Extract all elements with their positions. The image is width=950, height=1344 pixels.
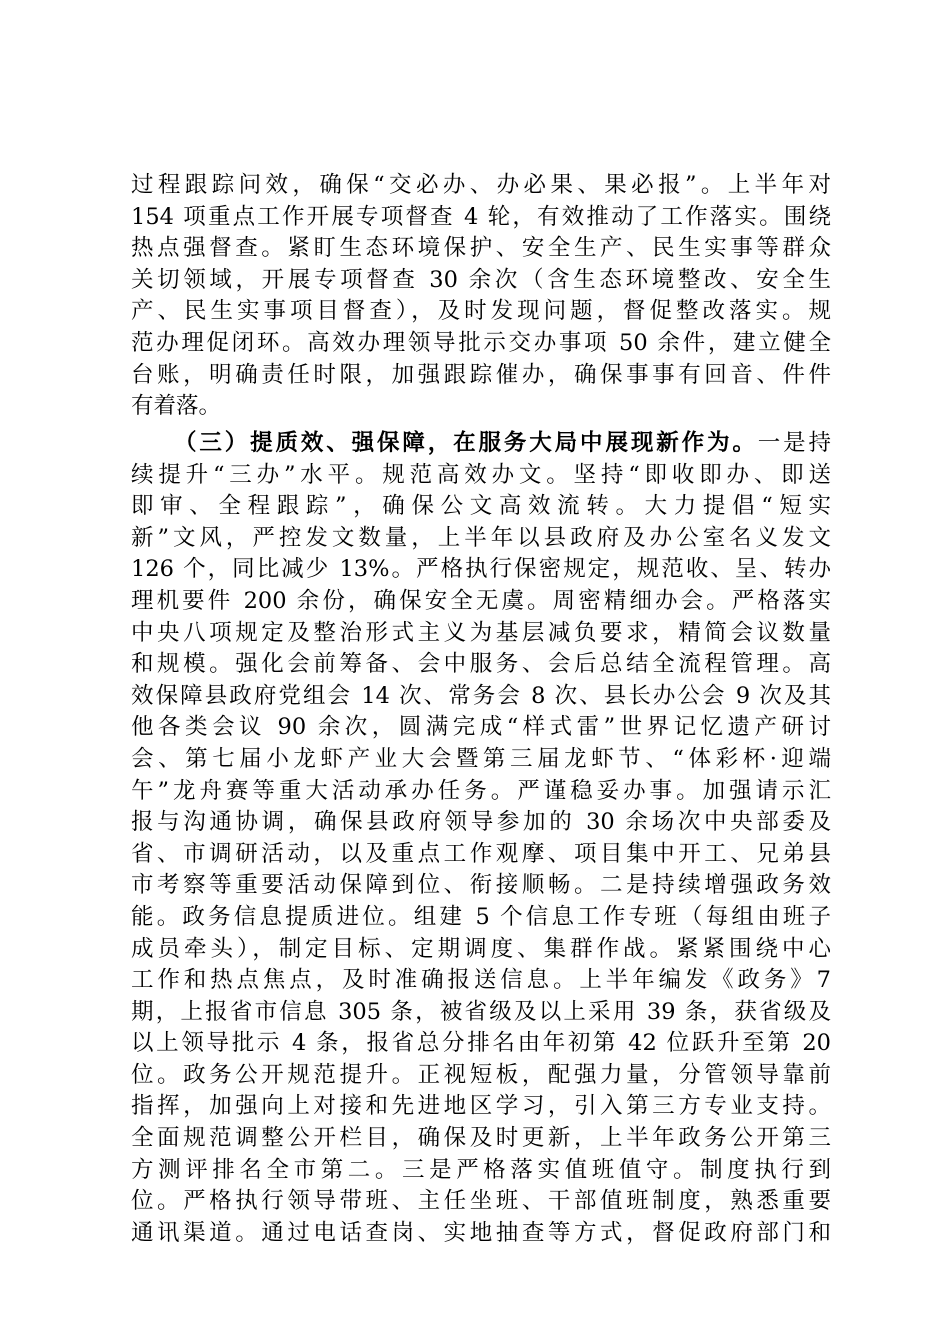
text-line: 报与沟通协调，确保县政府领导参加的 30 余场次中央部委及: [131, 809, 831, 836]
text-line: 位。政务公开规范提升。正视短板，配强力量，分管领导靠前: [131, 1061, 831, 1088]
text-line: 关切领域，开展专项督查 30 余次（含生态环境整改、安全生: [131, 266, 831, 293]
text-line: 指挥，加强向上对接和先进地区学习，引入第三方专业支持。: [131, 1093, 831, 1120]
text-line: 全面规范调整公开栏目，确保及时更新，上半年政务公开第三: [131, 1125, 831, 1152]
text-line: 省、市调研活动，以及重点工作观摩、项目集中开工、兄弟县: [131, 840, 831, 867]
text-line: 154 项重点工作开展专项督查 4 轮，有效推动了工作落实。围绕: [131, 203, 831, 230]
text-line: 即审、全程跟踪”，确保公文高效流转。大力提倡“短实: [131, 493, 831, 520]
text-line: 续提升“三办”水平。规范高效办文。坚持“即收即办、即送: [131, 461, 831, 488]
text-line: 效保障县政府党组会 14 次、常务会 8 次、县长办公会 9 次及其: [131, 682, 831, 709]
text-line: 台账，明确责任时限，加强跟踪催办，确保事事有回音、件件: [131, 361, 831, 388]
paragraph-supervision: [131, 170, 831, 423]
text-line: 以上领导批示 4 条，报省总分排名由年初第 42 位跃升至第 20: [131, 1030, 831, 1057]
paragraph-service-guarantee: [131, 428, 831, 1249]
text-line: 工作和热点焦点，及时准确报送信息。上半年编发《政务》7: [131, 967, 831, 994]
text-line: 范办理促闭环。高效办理领导批示交办事项 50 余件，建立健全: [131, 329, 831, 356]
text-line: 成员牵头），制定目标、定期调度、集群作战。紧紧围绕中心: [131, 935, 831, 962]
section-heading: （三）提质效、强保障，在服务大局中展现新作为。: [174, 430, 758, 456]
text-line: 会、第七届小龙虾产业大会暨第三届龙虾节、“体彩杯·迎端: [131, 745, 831, 772]
text-line: 热点强督查。紧盯生态环境保护、安全生产、民生实事等群众: [131, 235, 831, 262]
text-line: 午”龙舟赛等重大活动承办任务。严谨稳妥办事。加强请示汇: [131, 777, 831, 804]
text-line: 126 个，同比减少 13%。严格执行保密规定，规范收、呈、转办: [131, 556, 831, 583]
text-line: 有着落。: [131, 393, 222, 420]
text-line: 期，上报省市信息 305 条，被省级及以上采用 39 条，获省级及: [131, 998, 831, 1025]
text-line: 能。政务信息提质进位。组建 5 个信息工作专班（每组由班子: [131, 903, 831, 930]
text-line: 中央八项规定及整治形式主义为基层减负要求，精简会议数量: [131, 619, 831, 646]
text-line: 产、民生实事项目督查），及时发现问题，督促整改落实。规: [131, 298, 831, 325]
section-heading-line: [131, 428, 831, 460]
text-line: 和规模。强化会前筹备、会中服务、会后总结全流程管理。高: [131, 651, 831, 678]
section-heading-continuation: 一是持: [757, 430, 831, 456]
text-line: 新”文风，严控发文数量，上半年以县政府及办公室名义发文: [131, 524, 831, 551]
text-line: 过程跟踪问效，确保“交必办、办必果、果必报”。上半年对: [131, 172, 831, 198]
text-line: 他各类会议 90 余次，圆满完成“样式雷”世界记忆遗产研讨: [131, 714, 831, 741]
text-line: 方测评排名全市第二。三是严格落实值班值守。制度执行到: [131, 1156, 831, 1183]
text-line: 位。严格执行领导带班、主任坐班、干部值班制度，熟悉重要: [131, 1188, 831, 1215]
text-line: 通讯渠道。通过电话查岗、实地抽查等方式，督促政府部门和: [131, 1219, 831, 1246]
text-line: 市考察等重要活动保障到位、衔接顺畅。二是持续增强政务效: [131, 872, 831, 899]
text-line: 理机要件 200 余份，确保安全无虞。周密精细办会。严格落实: [131, 587, 831, 614]
